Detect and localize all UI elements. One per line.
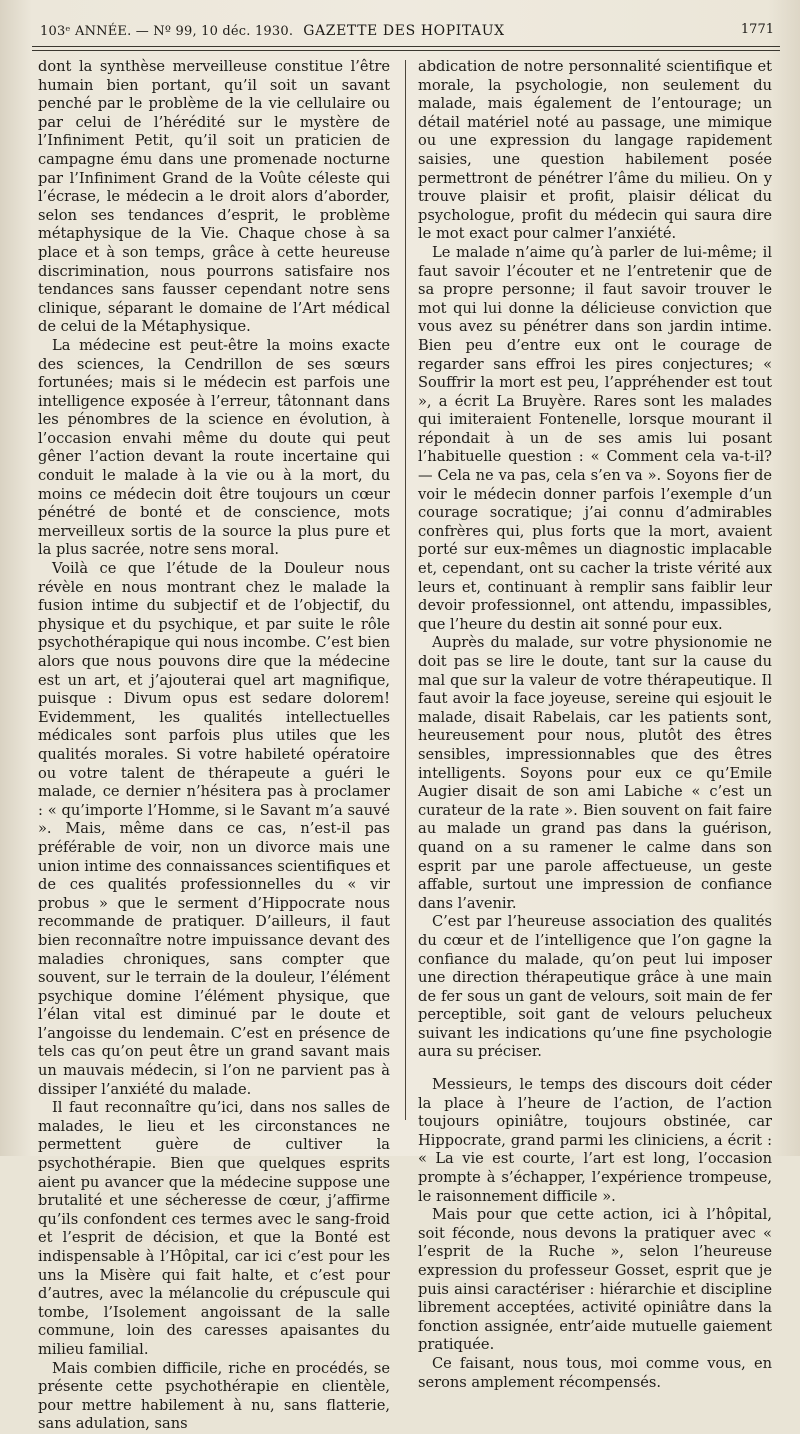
header-rule-top (32, 46, 780, 47)
paragraph: Voilà ce que l’étude de la Douleur nous révèle en nous montrant chez le malade la fusion intime du subjectif et de l’objectif, du physique et du psychique, et par suite le rôle psychothérapique qui nous incombe. C’est bien alors que nous pouvons dire que la médecine est un art, et j’ajouterai quel art magnifique, puisque : Divum opus est sedare dolorem! Evidemment, les qualités intellectuelles médicales sont parfois plus utiles que les qualités morales. Si votre habileté opératoire ou votre talent de thérapeute a guéri le malade, ce dernier n’hésitera pas à proclamer : « qu’importe l’Homme, si le Savant m’a sauvé ». Mais, même dans ce cas, n’est-il pas préférable de voir, non un divorce mais une union intime des connaissances scientifiques et de ces qualités professionnelles du « vir probus » que le serment d’Hippocrate nous recommande de pratiquer. D’ailleurs, il faut bien reconnaître notre impuissance devant des maladies chroniques, sans compter que souvent, sur le terrain de la douleur, l’élément psychique domine l’élément physique, que l’élan vital est diminué par le doute et l’angoisse du lendemain. C’est en présence de tels cas qu’on peut être un grand savant mais un mauvais médecin, si l’on ne parvient pas à dissiper l’anxiété du malade. (38, 560, 390, 1098)
right-column (418, 58, 772, 1391)
journal-title: GAZETTE DES HOPITAUX (303, 23, 505, 39)
paragraph: abdication de notre personnalité scientifique et morale, la psychologie, non seulement du malade, mais également de l’entourage; un détail matériel noté au passage, une mimique ou une expression du langage rapidement saisies, une question habilement posée permettront de pénétrer l’âme du milieu. On y trouve plaisir et profit, plaisir délicat du psychologue, profit du médecin qui saura dire le mot exact pour calmer l’anxiété. (418, 58, 772, 243)
left-column (38, 58, 390, 1433)
issue-info: 103ᵉ ANNÉE. — Nº 99, 10 déc. 1930. (40, 24, 294, 39)
column-divider (405, 60, 406, 1120)
paragraph: La médecine est peut-être la moins exacte des sciences, la Cendrillon de ses sœurs fortunées; mais si le médecin est parfois une intelligence exposée à l’erreur, tâtonnant dans les pénombres de la science en évolution, à l’occasion envahi même du doute qui peut gêner l’action devant la route incertaine qui conduit le malade à la vie ou à la mort, du moins ce médecin doit être toujours un cœur pénétré de bonté et de conscience, mots merveilleux sortis de la source la plus pure et la plus sacrée, notre sens moral. (38, 336, 390, 559)
header-rule-bottom (32, 50, 780, 51)
paragraph: Messieurs, le temps des discours doit céder la place à l’heure de l’action, de l’action toujours opiniâtre, toujours obstinée, car Hippocrate, grand parmi les cliniciens, a écrit : « La vie est courte, l’art est long, l’occasion prompte à s’échapper, l’expérience trompeuse, le raisonnement difficile ». (418, 1076, 772, 1205)
paragraph: Auprès du malade, sur votre physionomie ne doit pas se lire le doute, tant sur la cause du mal que sur la valeur de votre thérapeutique. Il faut avoir la face joyeuse, sereine qui esjouit le malade, disait Rabelais, car les patients sont, heureusement pour nous, plutôt des êtres sensibles, impressionnables que des êtres intelligents. Soyons pour eux ce qu’Emile Augier disait de son ami Labiche « c’est un curateur de la rate ». Bien souvent on fait faire au malade un grand pas dans la guérison, quand on a su ramener le calme dans son esprit par une parole affectueuse, un geste affable, surtout une impression de confiance dans l’avenir. (418, 634, 772, 912)
page-header (28, 18, 780, 44)
paragraph: Ce faisant, nous tous, moi comme vous, en serons amplement récompensés. (418, 1354, 772, 1391)
paragraph: dont la synthèse merveilleuse constitue l’être humain bien portant, qu’il soit un savant penché par le problème de la vie cellulaire ou par celui de l’hérédité sur le mystère de l’Infiniment Petit, qu’il soit un praticien de campagne ému dans une promenade nocturne par l’Infiniment Grand de la Voûte céleste qui l’écrase, le médecin a le droit alors d’aborder, selon ses tendances d’esprit, le problème métaphysique de la Vie. Chaque chose à sa place et à son temps, grâce à cette heureuse discrimination, nous pourrons satisfaire nos tendances sans fausser cependant notre sens clinique, séparant le domaine de l’Art médical de celui de la Métaphysique. (38, 58, 390, 336)
paragraph: C’est par l’heureuse association des qualités du cœur et de l’intelligence que l’on gagne la confiance du malade, qu’on peut lui imposer une direction thérapeutique grâce à une main de fer sous un gant de velours, soit main de fer perceptible, soit gant de velours pelucheux suivant les indications qu’une fine psychologie aura su préciser. (418, 913, 772, 1061)
paragraph: Il faut reconnaître qu’ici, dans nos salles de malades, le lieu et les circonstances ne permettent guère de cultiver la psychothérapie. Bien que quelques esprits aient pu avancer que la médecine suppose une brutalité et une sécheresse de cœur, j’affirme qu’ils confondent ces termes avec le sang-froid et l’esprit de décision, et que la Bonté est indispensable à l’Hôpital, car ici c’est pour les uns la Misère qui fait halte, et c’est pour d’autres, avec la mélancolie du crépuscule qui tombe, l’Isolement angoissant de la salle commune, loin des caresses apaisantes du milieu familial. (38, 1099, 390, 1358)
paragraph: Mais pour que cette action, ici à l’hôpital, soit féconde, nous devons la pratiquer avec « l’esprit de la Ruche », selon l’heureuse expression du professeur Gosset, esprit que je puis ainsi caractériser : hiérarchie et discipline librement acceptées, activité opiniâtre dans la fonction assignée, entr’aide mutuelle gaiement pratiquée. (418, 1206, 772, 1354)
paragraph: Mais combien difficile, riche en procédés, se présente cette psychothérapie en clientèle, pour mettre habilement à nu, sans flatterie, sans adulation, sans (38, 1359, 390, 1433)
page-number: 1771 (740, 22, 774, 37)
paragraph: Le malade n’aime qu’à parler de lui-même; il faut savoir l’écouter et ne l’entretenir que de sa propre personne; il faut savoir trouver le mot qui lui donne la délicieuse conviction que vous avez su pénétrer dans son jardin intime. Bien peu d’entre eux ont le courage de regarder sans effroi les pires conjectures; « Souffrir la mort est peu, l’appréhender est tout », a écrit La Bruyère. Rares sont les malades qui imiteraient Fontenelle, lorsque mourant il répondait à un de ses amis lui posant l’habituelle question : « Comment cela va-t-il? — Cela ne va pas, cela s’en va ». Soyons fier de voir le médecin donner parfois l’exemple d’un courage socratique; j’ai connu d’admirables confrères qui, plus forts que la mort, avaient porté sur eux-mêmes un diagnostic implacable et, cependant, ont su cacher la triste vérité aux leurs et, continuant à remplir sans faiblir leur devoir professionnel, ont attendu, impassibles, que l’heure du destin ait sonné pour eux. (418, 243, 772, 633)
